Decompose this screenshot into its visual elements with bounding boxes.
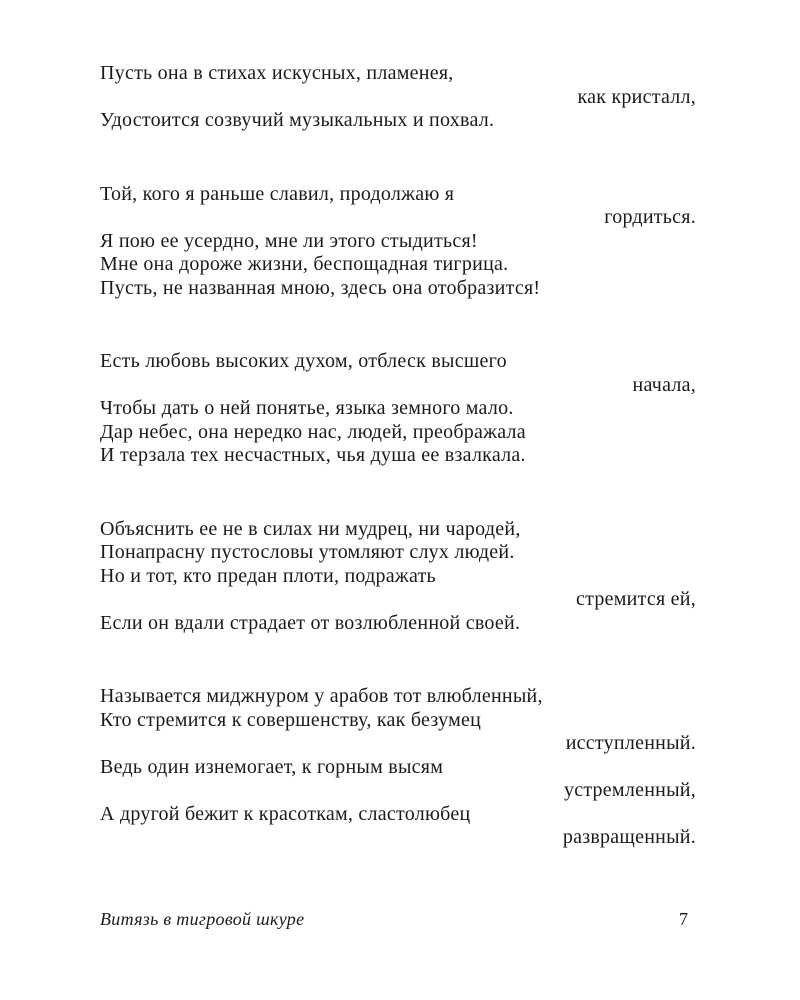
verse-line-text: Объяснить ее не в силах ни мудрец, ни чародей,: [100, 517, 521, 540]
verse-line-continuation: начала,: [632, 373, 696, 396]
verse-line-text: Удостоится созвучий музыкальных и похвал.: [100, 109, 495, 131]
verse-line-text: Есть любовь высоких духом, отблеск высшего: [100, 350, 507, 372]
verse-line: [100, 709, 696, 756]
verse-line-text: Но и тот, кто предан плоти, подражать: [100, 564, 436, 587]
verse-line: [100, 421, 696, 445]
verse-line: [100, 397, 696, 421]
verse-line-continuation: стремится ей,: [576, 588, 696, 610]
verse-line: [100, 518, 696, 542]
verse-line: [100, 685, 696, 709]
verse-line-text: А другой бежит к красоткам, сластолюбец: [100, 802, 471, 825]
verse-line: [100, 253, 696, 277]
verse-line-text: Чтобы дать о ней понятье, языка земного мало.: [100, 397, 514, 419]
stanza: [100, 183, 696, 301]
stanza: [100, 518, 696, 636]
verse-line-text: Кто стремится к совершенству, как безумец: [100, 708, 482, 731]
verse-line: [100, 109, 696, 133]
verse-line-text: Мне она дороже жизни, беспощадная тигрица.: [100, 253, 509, 275]
verse-line: [100, 541, 696, 565]
verse-line-continuation: исступленный.: [565, 732, 696, 754]
verse-line-continuation: гордиться.: [604, 206, 696, 228]
verse-line-text: Ведь один изнемогает, к горным высям: [100, 755, 444, 778]
poem-body: [100, 62, 696, 900]
verse-line-continuation: как кристалл,: [577, 85, 696, 108]
verse-line-text: Пусть, не названная мною, здесь она отобразится!: [100, 276, 541, 299]
verse-line-text: Я пою ее усердно, мне ли этого стыдиться!: [100, 229, 478, 252]
verse-line-text: Понапрасну пустословы утомляют слух людей.: [100, 541, 515, 563]
verse-line-text: И терзала тех несчастных, чья душа ее взалкала.: [100, 444, 526, 466]
verse-line: [100, 803, 696, 850]
verse-line: [100, 230, 696, 254]
verse-line: [100, 183, 696, 230]
running-title: Витязь в тигровой шкуре: [100, 909, 305, 929]
verse-line: [100, 612, 696, 636]
verse-line-continuation: развращенный.: [562, 826, 696, 848]
verse-line: [100, 350, 696, 397]
verse-line-text: Если он вдали страдает от возлюбленной своей.: [100, 611, 521, 634]
verse-line: [100, 277, 696, 301]
page-footer: [100, 908, 688, 930]
page-number: 7: [679, 909, 688, 929]
stanza: [100, 350, 696, 468]
verse-line: [100, 756, 696, 803]
verse-line-text: Дар небес, она нередко нас, людей, преображала: [100, 420, 526, 443]
stanza: [100, 62, 696, 133]
verse-line-text: Той, кого я раньше славил, продолжаю я: [100, 182, 455, 205]
verse-line-text: Называется миджнуром у арабов тот влюбленный,: [100, 685, 543, 707]
stanza: [100, 685, 696, 850]
verse-line: [100, 62, 696, 109]
verse-line-continuation: устремленный,: [563, 779, 696, 801]
verse-line: [100, 565, 696, 612]
verse-line: [100, 444, 696, 468]
verse-line-text: Пусть она в стихах искусных, пламенея,: [100, 62, 454, 84]
